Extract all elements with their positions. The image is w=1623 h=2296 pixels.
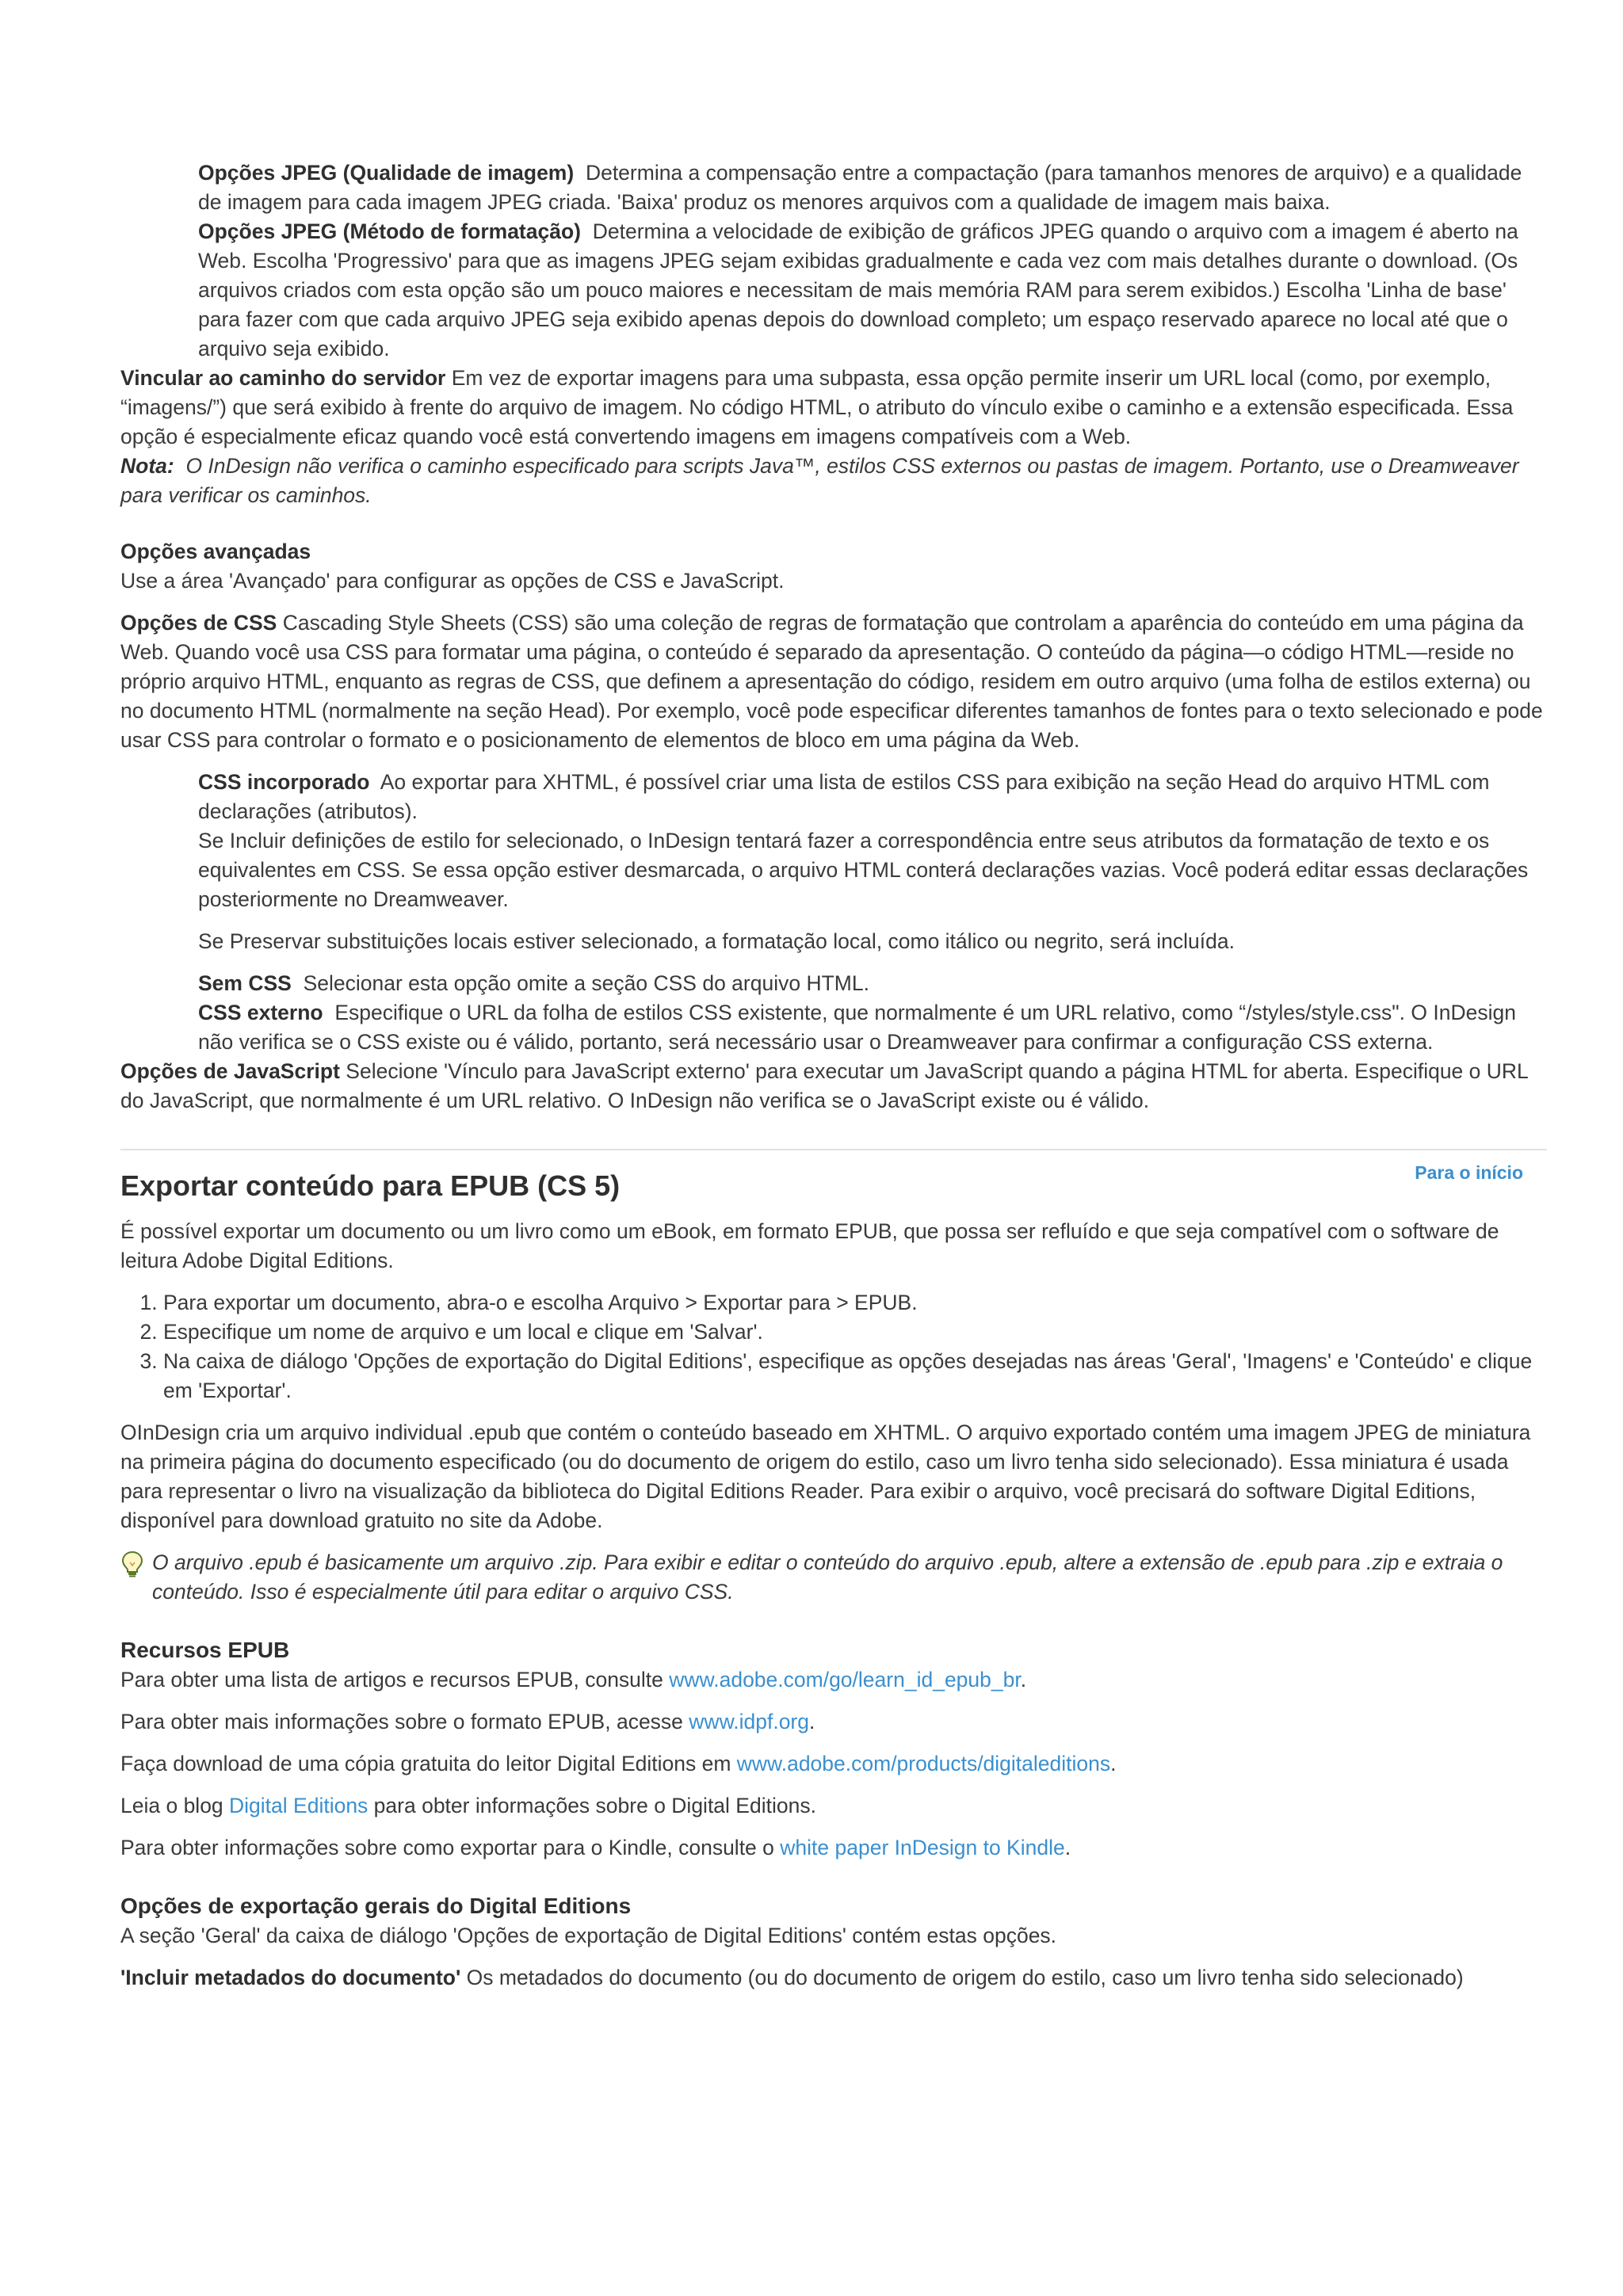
js-options [120,1057,1547,1116]
resource-line [120,1833,1547,1863]
term: Opções de JavaScript [120,1059,340,1083]
term: Opções JPEG (Método de formatação) [198,219,581,243]
text: Para obter uma lista de artigos e recursos EPUB, consulte [120,1668,670,1691]
definition: Selecionar esta opção omite a seção CSS do arquivo HTML. [303,971,869,995]
text: . [1110,1752,1117,1775]
jpeg-quality-option [198,158,1547,217]
css-external-option [198,998,1547,1057]
text: Para obter mais informações sobre o formato EPUB, acesse [120,1710,689,1733]
text: Leia o blog [120,1794,230,1817]
list-item: 3. Na caixa de diálogo 'Opções de exportação do Digital Editions', especifique as opções desejadas nas áreas 'Geral', 'Imagens' e 'Conteúdo' e clique em 'Exportar'. [163,1347,1547,1405]
advanced-heading: Opções avançadas [120,540,311,563]
note [120,452,1547,510]
text: . [1020,1668,1027,1691]
learn-epub-link[interactable]: www.adobe.com/go/learn_id_epub_br [669,1668,1021,1691]
idpf-link[interactable]: www.idpf.org [689,1710,809,1733]
css-embedded-option [198,768,1547,826]
resource-line [120,1749,1547,1779]
resources-heading: Recursos EPUB [120,1638,290,1662]
text: Para obter informações sobre como exportar para o Kindle, consulte o [120,1836,781,1859]
text: Faça download de uma cópia gratuita do leitor Digital Editions em [120,1752,737,1775]
general-options-heading: Opções de exportação gerais do Digital Editions [120,1894,632,1918]
document-page [120,158,1547,1993]
note-text: O InDesign não verifica o caminho especificado para scripts Java™, estilos CSS externos ou pastas de imagem. Portanto, use o Dreamweaver para verificar os caminhos. [120,454,1519,507]
epub-section-title: Exportar conteúdo para EPUB (CS 5) [120,1169,621,1202]
text: . [809,1710,815,1733]
lightbulb-icon [120,1550,144,1577]
definition: Determina a velocidade de exibição de gráficos JPEG quando o arquivo com a imagem é aberto na Web. Escolha 'Progressivo' para que as imagens JPEG sejam exibidas gradualmente e cada vez com mais detalhes durante o download. (Os arquivos criados com esta opção são um pouco maiores e necessitam de mais memória RAM para serem exibidos.) Escolha 'Linha de base' para fazer com que cada arquivo JPEG seja exibido apenas depois do download completo; um espaço reservado aparece no local até que o arquivo seja exibido. [198,219,1518,360]
term: Sem CSS [198,971,292,995]
tip-text: O arquivo .epub é basicamente um arquivo .zip. Para exibir e editar o conteúdo do arquivo .epub, altere a extensão de .epub para .zip e extraia o conteúdo. Isso é especialmente útil para editar o arquivo CSS. [152,1550,1503,1604]
term: CSS externo [198,1001,323,1024]
definition: Em vez de exportar imagens para uma subpasta, essa opção permite inserir um URL local (como, por exemplo, “imagens/”) que será exibido à frente do arquivo de imagem. No código HTML, o atributo do vínculo exibe o caminho e a extensão especificada. Essa opção é especialmente eficaz quando você está convertendo imagens em imagens compatíveis com a Web. [120,366,1514,448]
definition: Especifique o URL da folha de estilos CSS existente, que normalmente é um URL relativo, como “/styles/style.css". O InDesign não verifica se o CSS existe ou é válido, portanto, será necessário usar o Dreamweaver para confirmar a configuração CSS externa. [198,1001,1516,1054]
advanced-intro: Use a área 'Avançado' para configurar as opções de CSS e JavaScript. [120,569,785,593]
term: Opções JPEG (Qualidade de imagem) [198,161,575,185]
definition: Ao exportar para XHTML, é possível criar uma lista de estilos CSS para exibição na seção Head do arquivo HTML com declarações (atributos). [198,770,1490,823]
css-embedded-p3: Se Preservar substituições locais estiver selecionado, a formatação local, como itálico ou negrito, será incluída. [198,929,1235,953]
epub-after-text: OInDesign cria um arquivo individual .epub que contém o conteúdo baseado em XHTML. O arquivo exportado contém uma imagem JPEG de miniatura na primeira página do documento especificado (ou do documento de origem do estilo, caso um livro tenha sido selecionado). Essa miniatura é usada para representar o livro na visualização da biblioteca do Digital Editions Reader. Para exibir o arquivo, você precisará do software Digital Editions, disponível para download gratuito no site da Adobe. [120,1421,1531,1532]
server-path-option [120,364,1547,452]
definition: Cascading Style Sheets (CSS) são uma coleção de regras de formatação que controlam a aparência do conteúdo em uma página da Web. Quando você usa CSS para formatar uma página, o conteúdo é separado da apresentação. O conteúdo da página—o código HTML—reside no próprio arquivo HTML, enquanto as regras de CSS, que definem a apresentação do código, residem em outro arquivo (uma folha de estilos externa) ou no documento HTML (normalmente na seção Head). Por exemplo, você pode especificar diferentes tamanhos de fontes para o texto selecionado e pode usar CSS para controlar o formato e o posicionamento de elementos de bloco em uma página da Web. [120,611,1543,752]
css-options [120,608,1547,755]
general-intro: A seção 'Geral' da caixa de diálogo 'Opções de exportação de Digital Editions' contém estas opções. [120,1924,1057,1947]
epub-intro: É possível exportar um documento ou um livro como um eBook, em formato EPUB, que possa ser refluído e que seja compatível com o software de leitura Adobe Digital Editions. [120,1219,1499,1272]
term: Vincular ao caminho do servidor [120,366,446,390]
kindle-white-paper-link[interactable]: white paper InDesign to Kindle [780,1836,1065,1859]
definition: Selecione 'Vínculo para JavaScript externo' para executar um JavaScript quando a página HTML for aberta. Especifique o URL do JavaScript, que normalmente é um URL relativo. O InDesign não verifica se o JavaScript existe ou é válido. [120,1059,1528,1112]
css-none-option [198,969,1547,998]
text: . [1064,1836,1071,1859]
definition: Os metadados do documento (ou do documento de origem do estilo, caso um livro tenha sido selecionado) [466,1966,1464,1989]
text: para obter informações sobre o Digital Editions. [368,1794,816,1817]
resource-line [120,1791,1547,1821]
tip [120,1548,1547,1607]
definition: Determina a compensação entre a compactação (para tamanhos menores de arquivo) e a qualidade de imagem para cada imagem JPEG criada. 'Baixa' produz os menores arquivos com a qualidade de imagem mais baixa. [198,161,1522,214]
epub-steps-list [120,1288,1547,1405]
digital-editions-blog-link[interactable]: Digital Editions [229,1794,369,1817]
resource-line [120,1707,1547,1737]
back-to-top-link[interactable]: Para o início [1415,1162,1523,1183]
resource-line [120,1665,1547,1695]
note-label: Nota: [120,454,174,478]
digital-editions-download-link[interactable]: www.adobe.com/products/digitaleditions [736,1752,1111,1775]
term: CSS incorporado [198,770,370,794]
list-item: 2. Especifique um nome de arquivo e um local e clique em 'Salvar'. [163,1318,1547,1347]
list-item: 1. Para exportar um documento, abra-o e escolha Arquivo > Exportar para > EPUB. [163,1288,1547,1318]
term: 'Incluir metadados do documento' [120,1966,461,1989]
include-metadata-option [120,1963,1547,1993]
epub-section-header [120,1150,1547,1202]
term: Opções de CSS [120,611,277,635]
jpeg-method-option [198,217,1547,364]
css-embedded-p2: Se Incluir definições de estilo for selecionado, o InDesign tentará fazer a correspondência entre seus atributos da formatação de texto e os equivalentes em CSS. Se essa opção estiver desmarcada, o arquivo HTML conterá declarações vazias. Você poderá editar essas declarações posteriormente no Dreamweaver. [198,829,1529,911]
